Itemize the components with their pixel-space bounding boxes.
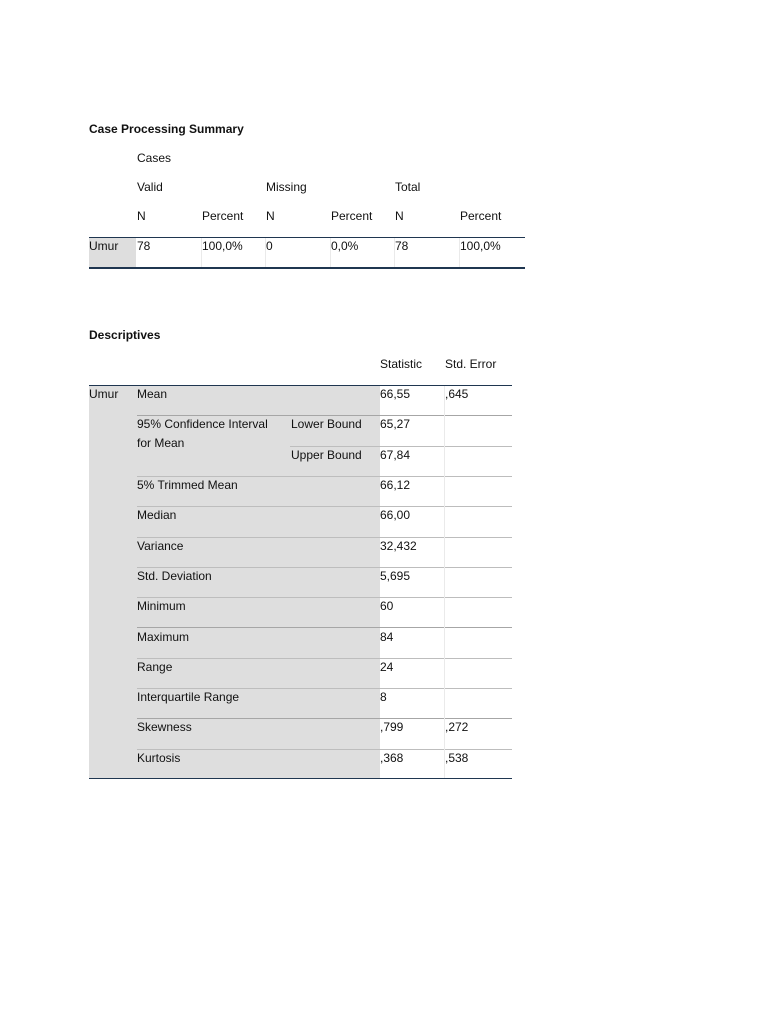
statistic-value: 66,55 (380, 387, 411, 401)
group-header-missing: Missing (266, 180, 307, 194)
row-separator (137, 658, 512, 659)
statistic-value: 8 (380, 690, 387, 704)
std-error-value: ,645 (445, 387, 469, 401)
column-header-total-n: N (395, 209, 404, 223)
row-separator (137, 718, 512, 719)
descriptives-title: Descriptives (89, 328, 161, 342)
column-header-total-percent: Percent (460, 209, 502, 223)
table-top-rule (89, 385, 512, 386)
row-label: Range (137, 660, 173, 674)
statistic-value: 84 (380, 630, 394, 644)
cases-header: Cases (137, 151, 172, 165)
cell-missing-n: 0 (266, 239, 273, 253)
row-sub-label: Lower Bound (291, 417, 362, 431)
column-header-missing-percent: Percent (331, 209, 373, 223)
statistic-value: 5,695 (380, 569, 411, 583)
variable-label-umur: Umur (89, 387, 119, 401)
row-separator (137, 415, 512, 416)
cell-missing-percent: 0,0% (331, 239, 359, 253)
cell-valid-n: 78 (137, 239, 151, 253)
row-label: Minimum (137, 599, 186, 613)
statistic-value: ,799 (380, 720, 404, 734)
column-header-statistic: Statistic (380, 357, 423, 371)
row-separator (137, 476, 512, 477)
row-label: Kurtosis (137, 751, 181, 765)
row-label-umur: Umur (89, 239, 119, 253)
row-separator (137, 627, 512, 628)
group-header-total: Total (395, 180, 421, 194)
cell-valid-percent: 100,0% (202, 239, 243, 253)
row-label: Skewness (137, 720, 192, 734)
statistic-value: 67,84 (380, 448, 411, 462)
statistic-value: 60 (380, 599, 394, 613)
row-separator (137, 749, 512, 750)
statistic-value: 65,27 (380, 417, 411, 431)
group-header-valid: Valid (137, 180, 163, 194)
row-separator (137, 597, 512, 598)
row-separator (137, 537, 512, 538)
row-label-background (89, 386, 380, 779)
row-label: Mean (137, 387, 168, 401)
row-separator (137, 567, 512, 568)
statistic-value: 66,00 (380, 508, 411, 522)
row-separator (290, 446, 512, 447)
column-header-std-error: Std. Error (445, 357, 497, 371)
row-label: 5% Trimmed Mean (137, 478, 238, 492)
row-label: Median (137, 508, 177, 522)
case-processing-summary-title: Case Processing Summary (89, 122, 244, 136)
row-label: Maximum (137, 630, 190, 644)
statistic-value: 32,432 (380, 539, 417, 553)
table-bottom-rule (89, 778, 512, 779)
cell-total-percent: 100,0% (460, 239, 501, 253)
row-separator (137, 506, 512, 507)
column-header-valid-percent: Percent (202, 209, 244, 223)
statistic-value: 24 (380, 660, 394, 674)
row-label: Std. Deviation (137, 569, 212, 583)
std-error-value: ,538 (445, 751, 469, 765)
statistic-value: ,368 (380, 751, 404, 765)
row-sub-label: Upper Bound (291, 448, 362, 462)
statistic-value: 66,12 (380, 478, 411, 492)
row-label: 95% Confidence Interval (137, 417, 268, 431)
row-label-line2: for Mean (137, 436, 185, 450)
column-header-missing-n: N (266, 209, 275, 223)
row-label: Interquartile Range (137, 690, 240, 704)
table-bottom-rule (89, 267, 525, 269)
cell-total-n: 78 (395, 239, 409, 253)
std-error-value: ,272 (445, 720, 469, 734)
row-separator (137, 688, 512, 689)
column-header-valid-n: N (137, 209, 146, 223)
row-label: Variance (137, 539, 184, 553)
